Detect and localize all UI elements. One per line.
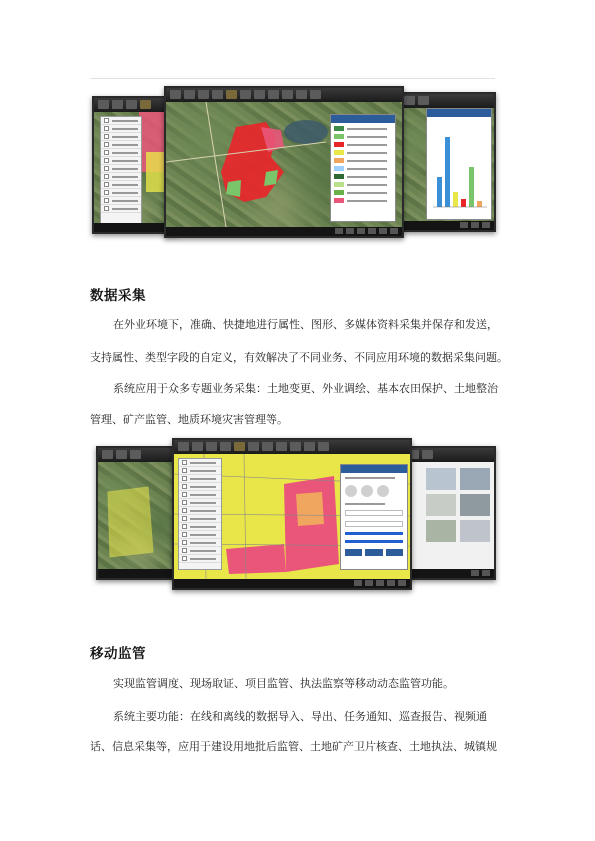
photo-gallery xyxy=(404,462,494,569)
paragraph-line: 管理、矿产监管、地质环境灾害管理等。 xyxy=(90,413,288,426)
section-heading-mobile-supervision: 移动监管 xyxy=(90,646,146,662)
section-heading-data-collection: 数据采集 xyxy=(90,288,146,304)
land-class-legend-dialog xyxy=(330,114,396,222)
bottom-bar xyxy=(404,569,494,578)
paragraph-line: 在外业环境下，准确、快捷地进行属性、图形、多媒体资料采集并保存和发送， xyxy=(113,318,498,331)
collage2-center-panel xyxy=(172,438,412,590)
attribute-form-dialog xyxy=(340,464,408,570)
bottom-bar xyxy=(174,579,410,588)
paragraph-line: 话、信息采集等，应用于建设用地批后监管、土地矿产卫片核查、土地执法、城镇规 xyxy=(90,740,497,753)
collage2-right-panel xyxy=(402,446,496,580)
toolbar xyxy=(166,88,402,102)
toolbar xyxy=(174,440,410,454)
collage1-right-panel xyxy=(398,92,496,232)
paragraph-line: 实现监管调度、现场取证、项目监管、执法监察等移动动态监管功能。 xyxy=(113,677,454,690)
toolbar xyxy=(400,94,494,108)
bar-chart-graphic xyxy=(427,117,491,217)
statistics-chart-dialog xyxy=(426,108,492,220)
bottom-bar xyxy=(400,221,494,230)
bottom-bar xyxy=(166,227,402,236)
paragraph-line: 支持属性、类型字段的自定义，有效解决了不同业务、不同应用环境的数据采集问题。 xyxy=(90,351,508,364)
layer-list xyxy=(100,116,142,226)
paragraph-line: 系统主要功能：在线和离线的数据导入、导出、任务通知、巡查报告、视频通 xyxy=(113,710,487,723)
layer-list xyxy=(178,458,222,570)
paragraph-line: 系统应用于众多专题业务采集：土地变更、外业调绘、基本农田保护、土地整治 xyxy=(113,382,498,395)
toolbar xyxy=(404,448,494,462)
top-divider xyxy=(90,78,495,79)
collage1-center-panel xyxy=(164,86,404,238)
